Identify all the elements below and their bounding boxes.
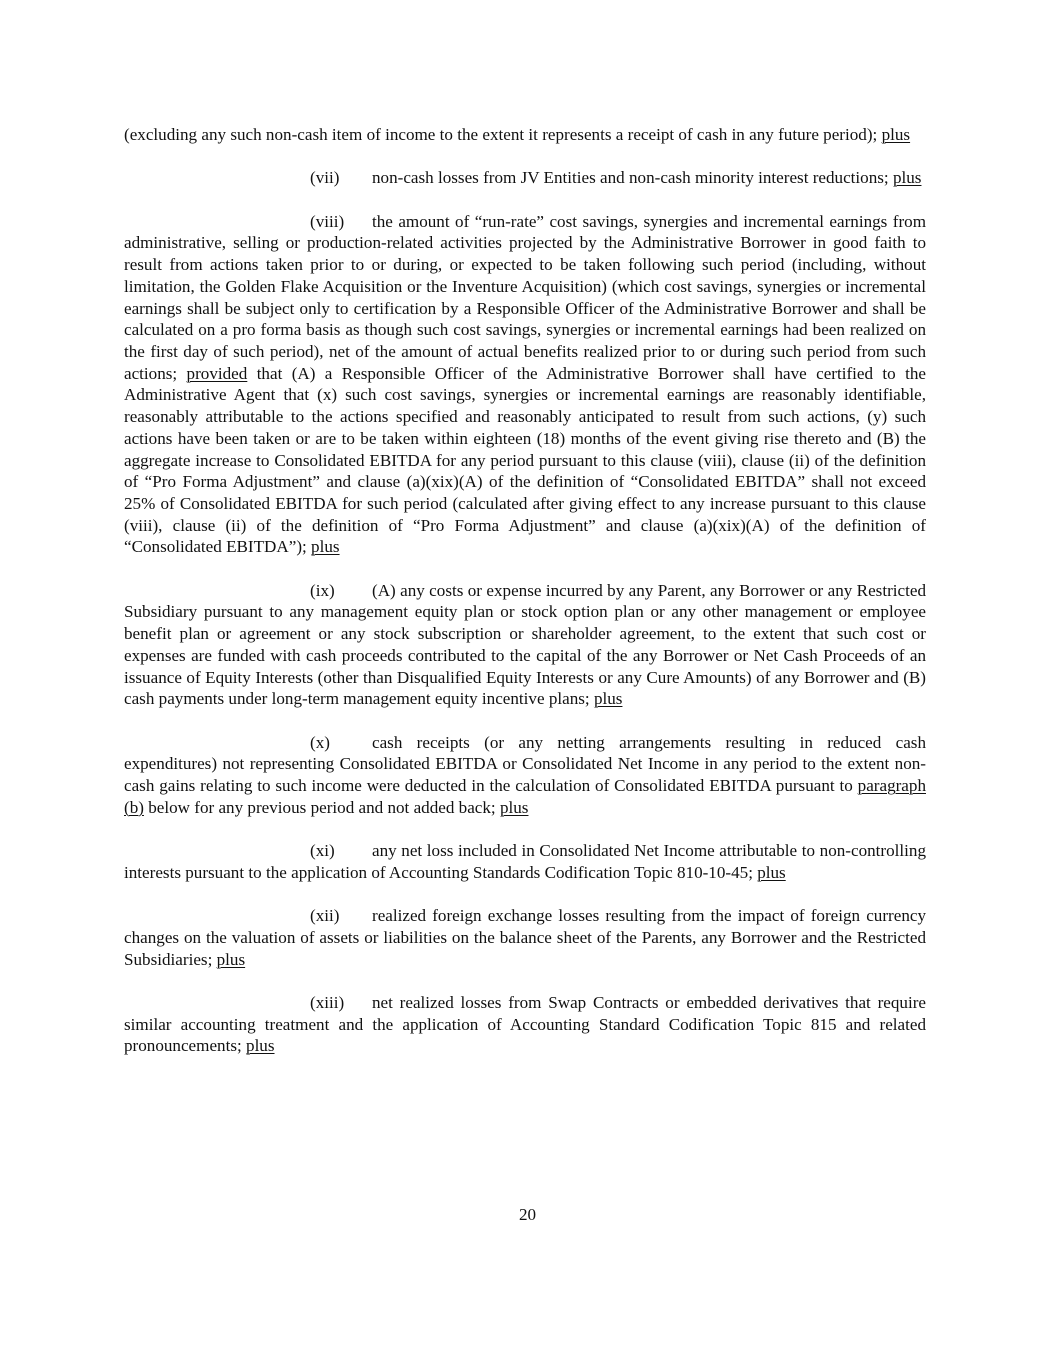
clause-text: (A) any costs or expense incurred by any Parent, any Borrower or any Restricted Subsidiary pursuant to any management equity plan or stock option plan or any other management or employee benefit plan or agreement or any stock subscription or shareholder agreement, to the extent that such cost or expenses are funded with cash proceeds contributed to the capital of the any Borrower or Net Cash Proceeds of an issuance of Equity Interests (other than Disqualified Equity Interests or any Cure Amounts) of any Borrower and (B) cash payments under long-term management equity incentive plans;: [124, 580, 926, 709]
clause-number: (viii): [310, 211, 345, 231]
clause-text: net realized losses from Swap Contracts or embedded derivatives that require similar accounting treatment and the application of Accounting Standard Codification Topic 815 and related pronouncements;: [124, 993, 926, 1056]
clause-xiii: [124, 992, 926, 1057]
plus-term: plus: [881, 125, 911, 144]
clause-text: realized foreign exchange losses resulting from the impact of foreign currency changes on the valuation of assets or liabilities on the balance sheet of the Parents, any Borrower and the Restricted Subsidiaries;: [124, 906, 926, 969]
clause-text-continued: below for any previous period and not added back;: [148, 797, 496, 817]
clause-text-continued: that (A) a Responsible Officer of the Administrative Borrower shall have certified to the Administrative Agent that (x) such cost savings, synergies or incremental earnings are reasonably identifiable, reasonably attributable to the actions specified and reasonably anticipated to result from such actions, (y) such actions have been taken or are to be taken within eighteen (18) months of the event giving rise thereto and (B) the aggregate increase to Consolidated EBITDA for any period pursuant to this clause (viii), clause (ii) of the definition of “Pro Forma Adjustment” and clause (a)(xix)(A) of the definition of “Consolidated EBITDA” shall not exceed 25% of Consolidated EBITDA for such period (calculated after giving effect to any increase pursuant to this clause (viii), clause (ii) of the definition of “Pro Forma Adjustment” and clause (a)(xix)(A) of the definition of “Consolidated EBITDA”);: [124, 363, 926, 557]
clause-text: non-cash losses from JV Entities and non-cash minority interest reductions;: [372, 168, 889, 188]
plus-term: plus: [216, 949, 246, 969]
plus-term: plus: [499, 797, 529, 817]
clause-viii: [124, 211, 926, 558]
paragraph-b-reference: paragraph (b): [124, 776, 926, 817]
paragraph-text: (excluding any such non-cash item of income to the extent it represents a receipt of cash in any future period);: [124, 125, 878, 144]
clause-text: the amount of “run-rate” cost savings, synergies and incremental earnings from administrative, selling or production-related activities projected by the Administrative Borrower in good faith to result from actions taken prior to or during, or expected to be taken following such period (including, without limitation, the Golden Flake Acquisition or the Inventure Acquisition) (which cost savings, synergies or incremental earnings shall be subject only to certification by a Responsible Officer of the Administrative Borrower and shall be calculated on a pro forma basis as though such cost savings, synergies or incremental earnings had been realized on the first day of such period), net of the amount of actual benefits realized prior to or during such period from such actions;: [124, 211, 926, 383]
clause-xii: [124, 905, 926, 970]
clause-number: (ix): [310, 580, 335, 600]
paragraph-continuation: [124, 124, 926, 146]
clause-text: cash receipts (or any netting arrangements resulting in reduced cash expenditures) not representing Consolidated EBITDA or Consolidated Net Income in any period to the extent non-cash gains relating to such income were deducted in the calculation of Consolidated EBITDA pursuant to: [124, 732, 926, 796]
clause-x: [124, 732, 926, 819]
plus-term: plus: [593, 689, 623, 709]
clause-number: (vii): [310, 168, 340, 188]
plus-term: plus: [757, 862, 786, 882]
page-number: 20: [518, 1205, 537, 1224]
clause-number: (xi): [310, 841, 335, 861]
clause-text: any net loss included in Consolidated Net Income attributable to non-controlling interests pursuant to the application of Accounting Standards Codification Topic 810-10-45;: [124, 841, 926, 882]
plus-term: plus: [246, 1036, 275, 1056]
plus-term: plus: [892, 168, 922, 188]
clause-number: (xiii): [310, 993, 345, 1013]
document-page: [124, 124, 926, 1079]
provided-term: provided: [186, 363, 248, 383]
clause-ix: [124, 580, 926, 710]
plus-term: plus: [311, 537, 340, 557]
clause-number: (x): [310, 732, 330, 752]
clause-xi: [124, 840, 926, 883]
clause-vii: [124, 167, 926, 189]
clause-number: (xii): [310, 906, 340, 926]
